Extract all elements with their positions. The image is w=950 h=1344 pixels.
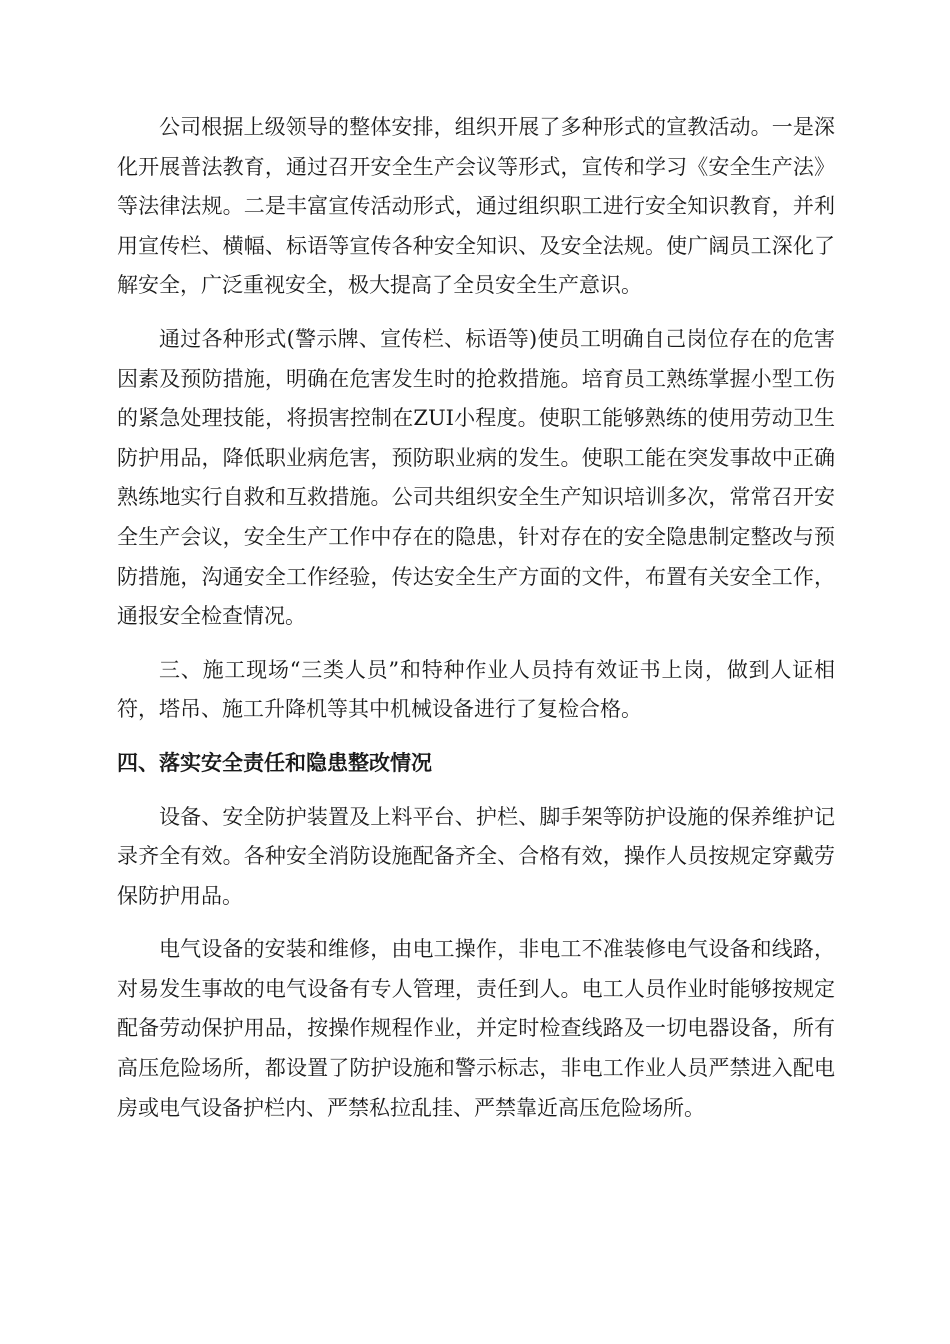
paragraph-electrical-safety: 电气设备的安装和维修，由电工操作，非电工不准装修电气设备和线路，对易发生事故的电气设备有专人管理，责任到人。电工人员作业时能够按规定配备劳动保护用品，按操作规程作业，并定时检查线路及一切电器设备，所有高压危险场所，都设置了防护设施和警示标志，非电工作业人员严禁进入配电房或电气设备护栏内、严禁私拉乱挂、严禁靠近高压危险场所。 xyxy=(117,937,835,1120)
paragraph-protective-equipment: 设备、安全防护装置及上料平台、护栏、脚手架等防护设施的保养维护记录齐全有效。各种安全消防设施配备齐全、合格有效，操作人员按规定穿戴劳保防护用品。 xyxy=(117,804,835,908)
section-heading: 四、落实安全责任和隐患整改情况 xyxy=(117,750,432,775)
paragraph-hazard-awareness: 通过各种形式(警示牌、宣传栏、标语等)使员工明确自己岗位存在的危害因素及预防措施，明确在危害发生时的抢救措施。培育员工熟练掌握小型工伤的紧急处理技能，将损害控制在ZUI小程度。使职工能够熟练的使用劳动卫生防护用品，降低职业病危害，预防职业病的发生。使职工能在突发事故中正确熟练地实行自救和互救措施。公司共组织安全生产知识培训多次，常常召开安全生产会议，安全生产工作中存在的隐患，针对存在的安全隐患制定整改与预防措施，沟通安全工作经验，传达安全生产方面的文件，布置有关安全工作，通报安全检查情况。 xyxy=(117,326,835,629)
paragraph-publicity-activities: 公司根据上级领导的整体安排，组织开展了多种形式的宣教活动。一是深化开展普法教育，通过召开安全生产会议等形式，宣传和学习《安全生产法》等法律法规。二是丰富宣传活动形式，通过组织职工进行安全知识教育，并利用宣传栏、横幅、标语等宣传各种安全知识、及安全法规。使广阔员工深化了解安全，广泛重视安全，极大提高了全员安全生产意识。 xyxy=(117,115,835,298)
paragraph-certified-personnel: 三、施工现场“三类人员”和特种作业人员持有效证书上岗，做到人证相符，塔吊、施工升降机等其中机械设备进行了复检合格。 xyxy=(117,657,835,722)
document-body xyxy=(117,108,835,1142)
